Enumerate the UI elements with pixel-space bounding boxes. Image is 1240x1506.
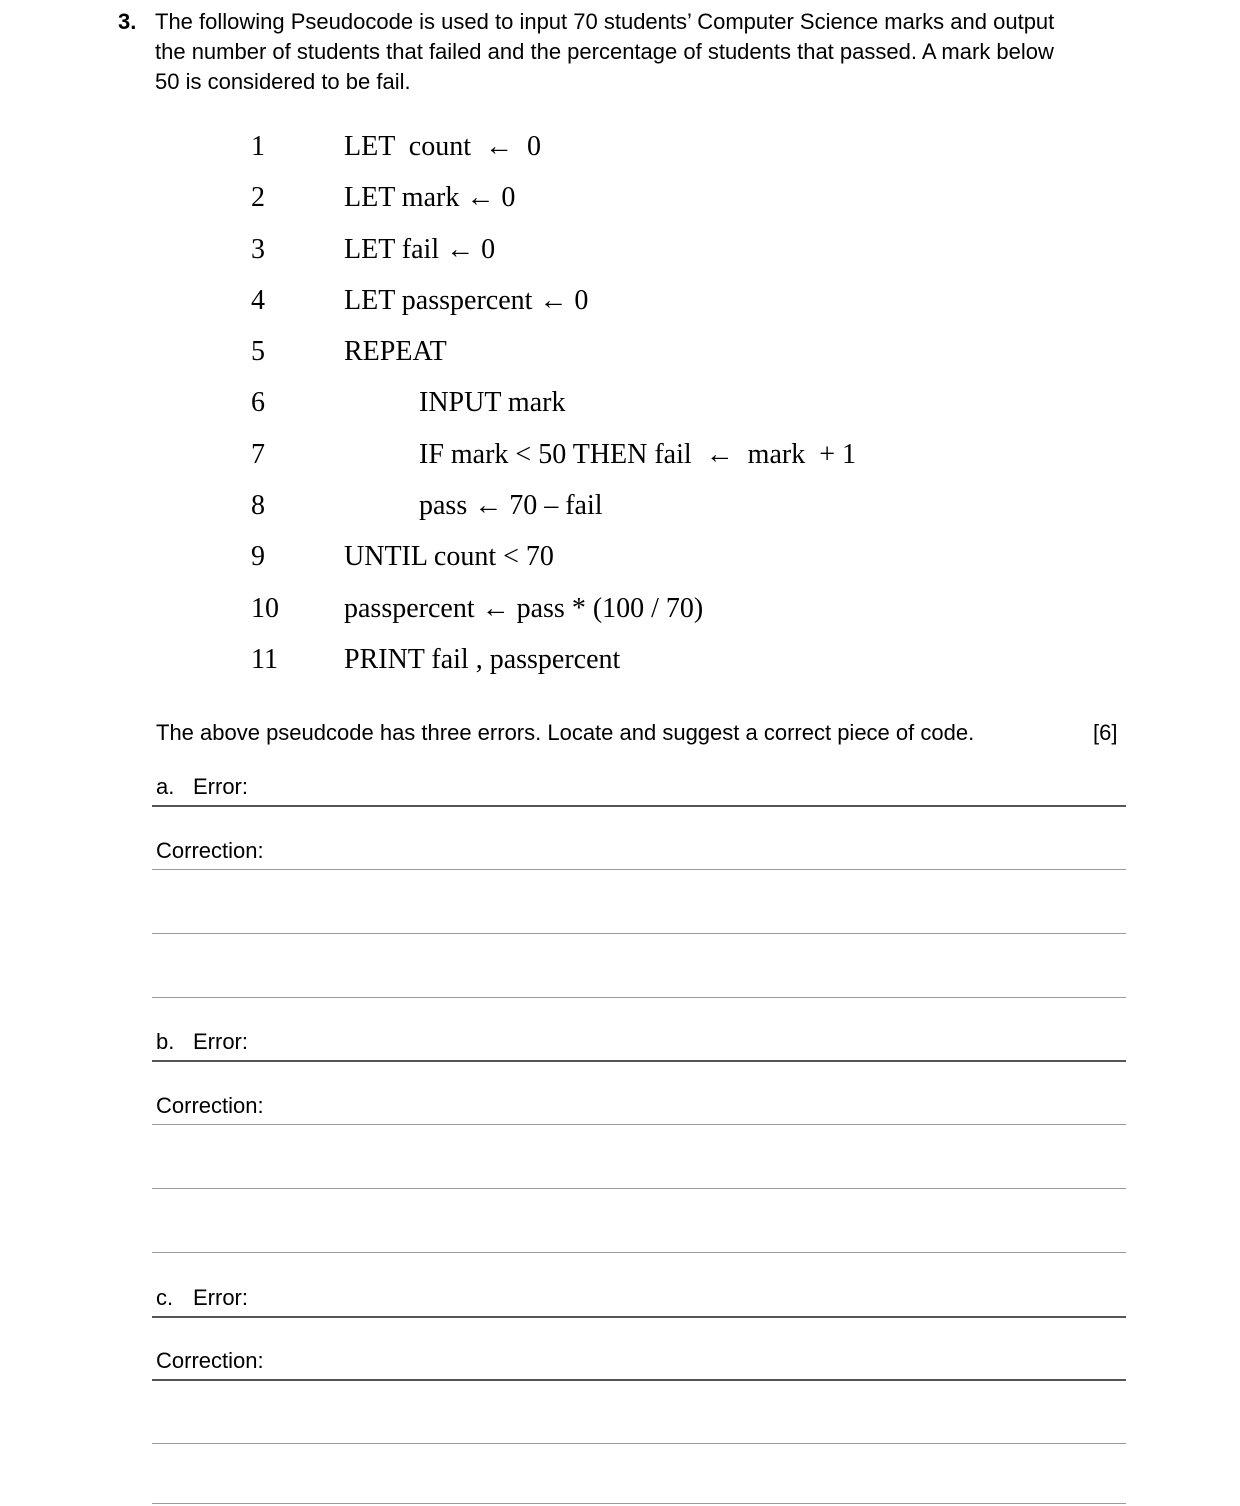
line-number: 9 [251, 541, 265, 573]
code-line [0, 634, 1240, 685]
code-statement: PRINT fail , passpercent [344, 643, 621, 675]
correction-answer-line-b-3[interactable] [152, 1252, 1126, 1253]
correction-answer-line-b-2[interactable] [152, 1188, 1126, 1189]
code-statement: LET count ← 0 [344, 131, 542, 162]
line-number: 11 [251, 643, 278, 675]
code-statement: REPEAT [344, 336, 447, 368]
intro-line: 50 is considered to be fail. [155, 69, 411, 94]
error-label: Error: [193, 774, 248, 799]
intro-line: The following Pseudocode is used to input 70 students’ Computer Science marks and output [155, 9, 1055, 34]
correction-answer-line-a-1[interactable] [152, 869, 1126, 870]
line-number: 7 [251, 438, 265, 470]
line-number: 1 [251, 131, 265, 162]
code-statement: LET mark ← 0 [344, 182, 516, 214]
error-label: Error: [193, 1285, 248, 1310]
correction-answer-line-c-1[interactable] [152, 1379, 1126, 1381]
code-line [0, 326, 1240, 377]
correction-answer-line-c-2[interactable] [152, 1443, 1126, 1444]
correction-answer-line-a-3[interactable] [152, 997, 1126, 998]
error-label-c [156, 1283, 248, 1313]
error-answer-line-b[interactable] [152, 1060, 1126, 1062]
error-label-a [156, 772, 248, 802]
line-number: 8 [251, 490, 265, 522]
code-line [0, 377, 1240, 428]
code-line [0, 224, 1240, 275]
error-label: Error: [193, 1029, 248, 1054]
correction-label-c: Correction: [156, 1348, 264, 1373]
correction-answer-line-c-3[interactable] [152, 1503, 1126, 1504]
code-line [0, 531, 1240, 582]
code-statement: LET passpercent ← 0 [344, 284, 589, 316]
line-number: 6 [251, 387, 265, 419]
line-number: 4 [251, 284, 265, 316]
line-number: 5 [251, 336, 265, 368]
code-line [0, 172, 1240, 223]
code-statement: UNTIL count < 70 [344, 541, 554, 573]
correction-answer-line-b-1[interactable] [152, 1124, 1126, 1125]
error-answer-line-a[interactable] [152, 805, 1126, 807]
part-letter: b. [156, 1029, 175, 1054]
code-line [0, 121, 1240, 172]
question-instruction: The above pseudcode has three errors. Locate and suggest a correct piece of code. [156, 720, 975, 745]
code-line [0, 480, 1240, 531]
code-line [0, 275, 1240, 326]
line-number: 2 [251, 182, 265, 214]
intro-line: the number of students that failed and the percentage of students that passed. A mark below [155, 39, 1054, 64]
pseudocode-listing [0, 121, 1240, 685]
code-line [0, 583, 1240, 634]
marks-allocation: [6] [1093, 720, 1118, 745]
code-statement: IF mark < 50 THEN fail ← mark + 1 [419, 438, 856, 470]
question-number: 3. [118, 9, 137, 34]
line-number: 10 [251, 592, 279, 624]
part-letter: c. [156, 1285, 174, 1310]
correction-label-b: Correction: [156, 1093, 264, 1118]
part-letter: a. [156, 774, 175, 799]
correction-label-a: Correction: [156, 838, 264, 863]
question-intro [155, 7, 1115, 97]
code-statement: INPUT mark [419, 387, 566, 419]
code-statement: passpercent ← pass * (100 / 70) [344, 592, 704, 624]
correction-answer-line-a-2[interactable] [152, 933, 1126, 934]
error-answer-line-c[interactable] [152, 1316, 1126, 1318]
code-statement: LET fail ← 0 [344, 233, 496, 265]
error-label-b [156, 1027, 248, 1057]
line-number: 3 [251, 233, 265, 265]
code-statement: pass ← 70 – fail [419, 490, 603, 522]
code-line [0, 429, 1240, 480]
